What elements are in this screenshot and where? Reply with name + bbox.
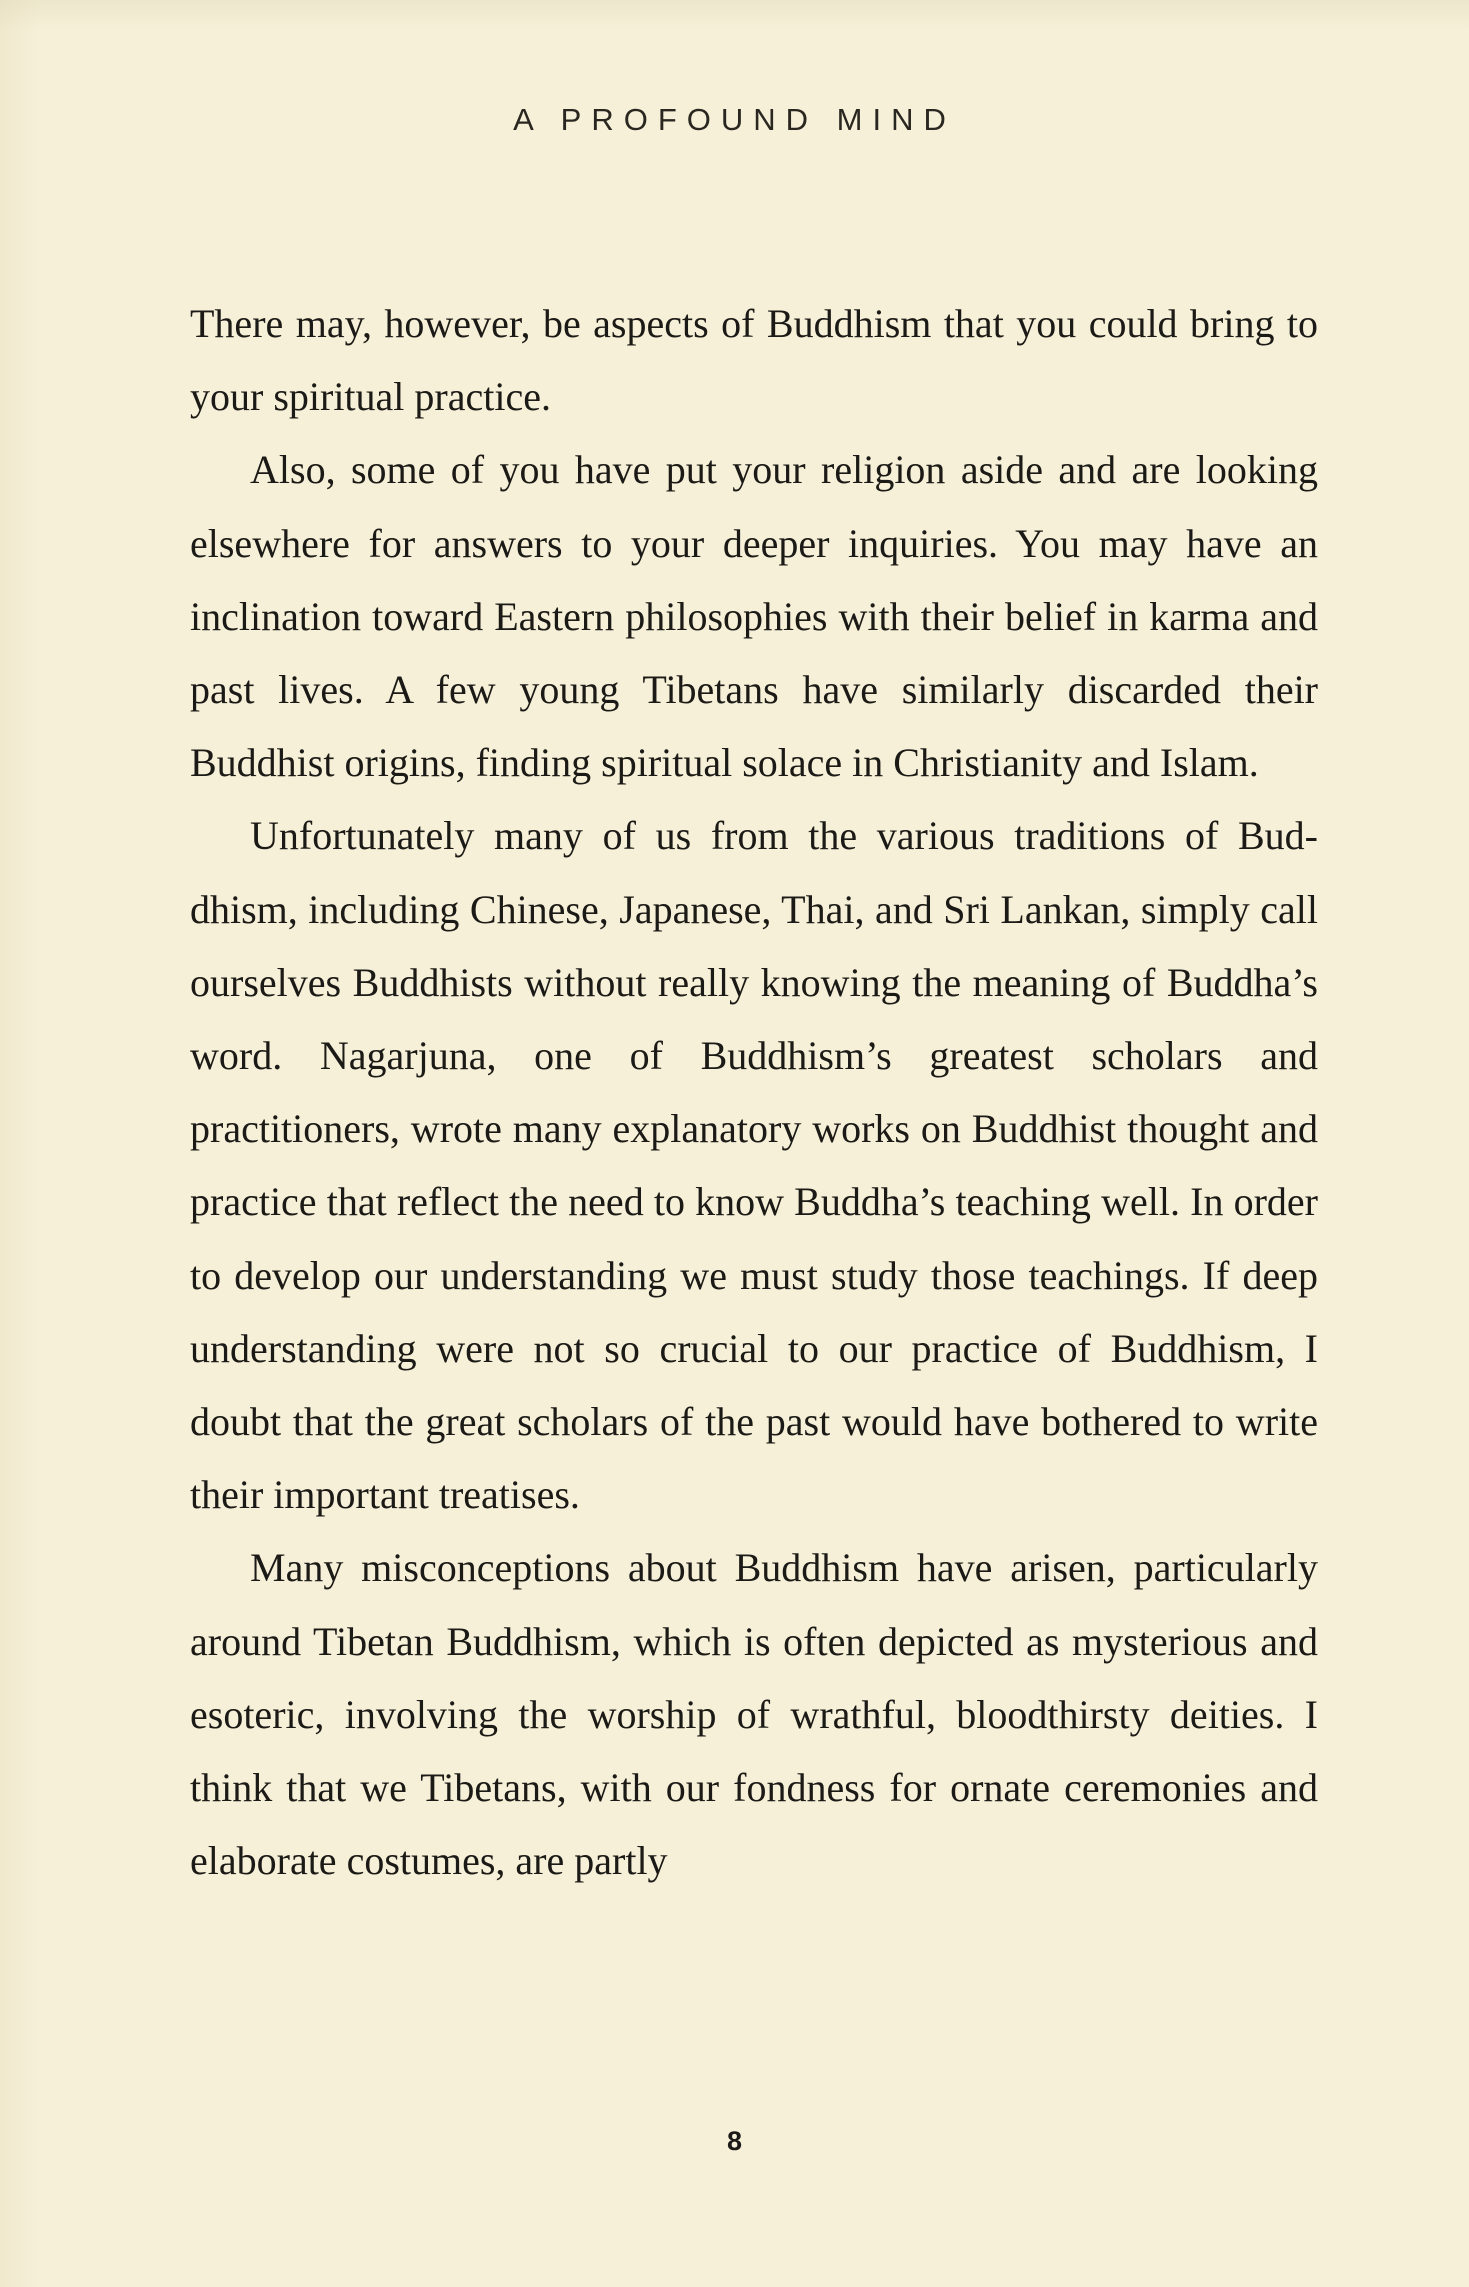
- paragraph-2: Also, some of you have put your religion aside and are looking elsewhere for answers to your deeper inquiries. You may have an inclination toward Eastern philosophies with their belief in karma and past lives. A few young Tibetans have similarly discarded their Buddhist origins, finding spiritual solace in Christianity and Islam.: [190, 447, 1318, 786]
- paragraph-3: Unfortunately many of us from the various traditions of Buddhism, including Chinese, Japanese, Thai, and Sri Lankan, simply call ourselves Buddhists without really knowing the meaning of Buddha’s word. Nagarjuna, one of Buddhism’s greatest scholars and practitioners, wrote many explanatory works on Buddhist thought and practice that reflect the need to know Buddha’s teaching well. In order to develop our understanding we must study those teachings. If deep understanding were not so crucial to our practice of Buddhism, I doubt that the great scholars of the past would have bothered to write their important treatises.: [190, 813, 1318, 1518]
- paragraph-4: Many misconceptions about Buddhism have arisen, particularly around Tibetan Buddhism, which is often depicted as mysterious and esoteric, involving the worship of wrathful, bloodthirsty deities. I think that we Tibetans, with our fondness for ornate ceremonies and elaborate costumes, are partly: [190, 1545, 1318, 1884]
- paragraph-1: There may, however, be aspects of Buddhism that you could bring to your spiritual practice.: [190, 301, 1318, 420]
- running-head: A PROFOUND MIND: [513, 102, 956, 137]
- page-number: 8: [726, 2126, 743, 2156]
- body-text: [190, 287, 1318, 1897]
